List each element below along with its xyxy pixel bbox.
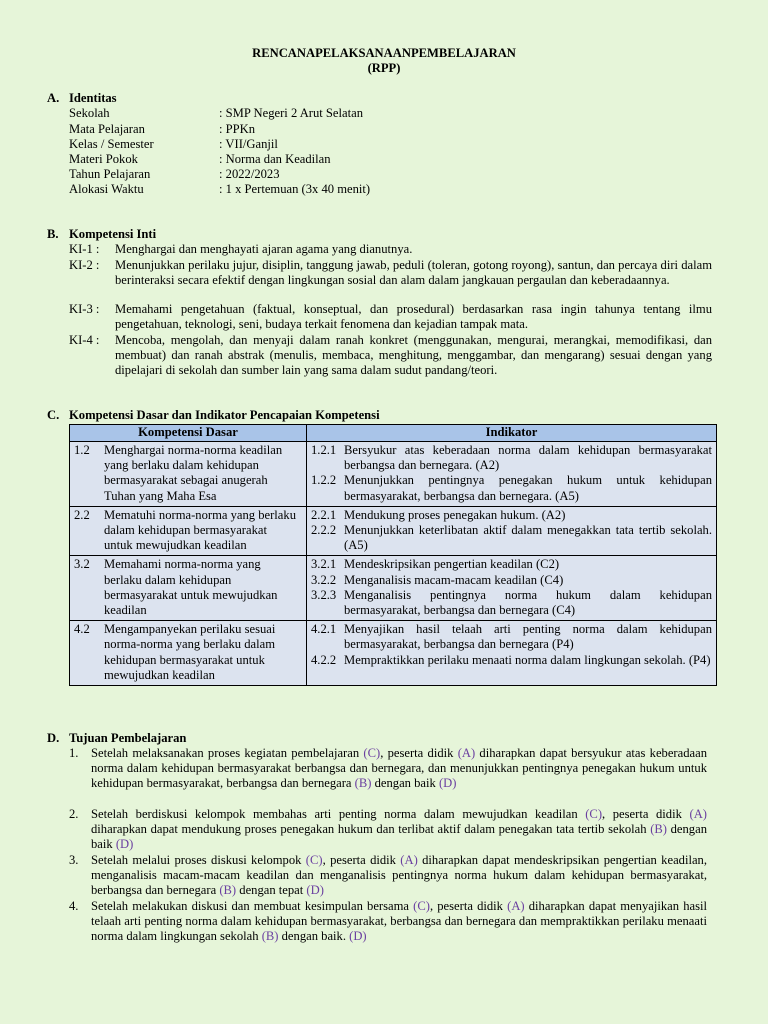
tujuan-item: [69, 899, 707, 945]
tujuan-text-segment: diharapkan dapat menyajikan hasil telaah arti penting norma dalam kehidupan bermasyarakat, berbangsa dan bernegara dan mempraktikkan perilaku menaati norma dalam lingkungan sekolah: [91, 899, 707, 944]
table-row: [70, 621, 717, 686]
kd-number: 4.2: [74, 622, 90, 637]
tujuan-code-tag: (C): [413, 899, 430, 913]
indicator-item: [311, 573, 712, 588]
kompetensi-table: [69, 424, 717, 686]
indicator-text: Menunjukkan pentingnya penegakan hukum untuk kehidupan bermasyarakat, berbangsa dan bernegara. (A5): [344, 473, 712, 503]
indicator-text: Mendukung proses penegakan hukum. (A2): [344, 507, 566, 522]
ki-text: Memahami pengetahuan (faktual, konseptual, dan prosedural) berdasarkan rasa ingin tahunya tentang ilmu pengetahuan, teknologi, seni, budaya terkait fenomena dan kejadian tampak mata.: [115, 302, 712, 332]
ki-code: KI-1 :: [69, 242, 100, 256]
tujuan-code-tag: (B): [219, 883, 237, 898]
ki-code: KI-2 :: [69, 258, 100, 272]
ki-text: Mencoba, mengolah, dan menyaji dalam ranah konkret (menggunakan, mengurai, merangkai, memodifikasi, dan membuat) dan ranah abstrak (menulis, membaca, menghitung, menggambar, dan mengarang) sesuai dengan yang dipelajari di sekolah dan sumber lain yang sama dalam sudut pandang/teori.: [115, 333, 712, 378]
tujuan-code-tag: (D): [438, 776, 457, 791]
identitas-label: Tahun Pelajaran: [69, 167, 151, 181]
tujuan-code-tag: (A): [507, 899, 525, 913]
indicator-text: Menunjukkan keterlibatan aktif dalam menegakkan tata tertib sekolah. (A5): [344, 523, 712, 553]
section-c-heading: C. Kompetensi Dasar dan Indikator Pencapaian Kompetensi: [47, 408, 380, 422]
table-header-row: [70, 425, 717, 442]
ki-item: [69, 302, 712, 332]
tujuan-code-tag: (C): [585, 807, 603, 821]
identitas-label: Sekolah: [69, 106, 110, 120]
tujuan-text-segment: dengan baik: [91, 822, 707, 852]
tujuan-code-tag: (C): [363, 746, 381, 760]
kd-text: Mematuhi norma-norma yang berlaku dalam kehidupan bermasyarakat untuk mewujudkan keadilan: [104, 507, 296, 553]
tujuan-code-tag: (A): [689, 807, 707, 821]
tujuan-text-segment: diharapkan dapat mendukung proses penegakan hukum dan terlibat aktif dalam penegakan tata tertib sekolah: [91, 822, 651, 837]
tujuan-code-tag: (D): [115, 837, 134, 852]
kd-number: 3.2: [74, 557, 90, 572]
indicator-text: Bersyukur atas keberadaan norma dalam kehidupan bermasyarakat berbangsa dan bernegara. (A2): [344, 443, 712, 473]
tujuan-number: 1.: [69, 746, 79, 760]
indicator-text: Mendeskripsikan pengertian keadilan (C2): [344, 557, 560, 572]
table-row: [70, 506, 717, 556]
tujuan-code-tag: (D): [349, 929, 367, 944]
section-a-heading: A. Identitas: [47, 91, 117, 105]
indicator-cell: [307, 556, 717, 621]
tujuan-code-tag: (A): [457, 746, 476, 760]
tujuan-item: [69, 853, 707, 899]
indicator-number: 4.2.1: [311, 622, 337, 637]
tujuan-code-tag: (B): [261, 929, 279, 944]
indicator-text: Menganalisis pentingnya norma hukum dalam kehidupan bermasyarakat, berbangsa dan bernegara (C4): [344, 587, 712, 618]
ki-item: [69, 333, 712, 379]
indicator-item: [311, 653, 712, 668]
identitas-value: : SMP Negeri 2 Arut Selatan: [219, 106, 363, 120]
table-row: [70, 556, 717, 621]
indicator-text: Menganalisis macam-macam keadilan (C4): [344, 572, 564, 587]
identitas-label: Kelas / Semester: [69, 137, 154, 151]
tujuan-text-segment: diharapkan dapat bersyukur atas keberadaan norma dalam kehidupan bermasyarakat berbangsa dan bernegara, dan menunjukkan pentingnya penegakan hukum untuk kehidupan bermasyarakat, berbangsa dan bernegara: [91, 746, 707, 791]
identitas-label: Materi Pokok: [69, 152, 138, 166]
indicator-number: 1.2.2: [311, 473, 337, 488]
kd-number: 2.2: [74, 507, 90, 522]
indicator-number: 3.2.2: [311, 572, 337, 587]
tujuan-text-segment: Setelah melaksanakan proses kegiatan pembelajaran: [91, 746, 364, 760]
kd-text: Menghargai norma-norma keadilan yang berlaku dalam kehidupan bermasyarakat sebagai anugerah Tuhan yang Maha Esa: [104, 443, 283, 503]
indicator-number: 4.2.2: [311, 652, 337, 667]
indicator-item: [311, 622, 712, 652]
tujuan-text-segment: , peserta didik: [602, 807, 690, 821]
indicator-number: 3.2.3: [311, 587, 337, 602]
kd-cell: [70, 506, 307, 556]
tujuan-text: [91, 853, 707, 899]
kd-cell: [70, 442, 307, 507]
kd-text: Mengampanyekan perilaku sesuai norma-norma yang berlaku dalam kehidupan bermasyarakat untuk mewujudkan keadilan: [104, 622, 276, 682]
kd-cell: [70, 556, 307, 621]
kd-cell: [70, 621, 307, 686]
indicator-item: [311, 523, 712, 553]
tujuan-item: [69, 746, 707, 792]
tujuan-text: [91, 899, 707, 945]
header-indikator: Indikator: [307, 425, 717, 442]
kd-content: [74, 622, 302, 683]
indicator-item: [311, 473, 712, 503]
indicator-item: [311, 508, 712, 523]
ki-item: [69, 258, 712, 288]
identitas-value: : Norma dan Keadilan: [219, 152, 331, 166]
header-kompetensi-dasar: Kompetensi Dasar: [70, 425, 307, 442]
identitas-label: Mata Pelajaran: [69, 122, 145, 136]
indicator-number: 1.2.1: [311, 443, 337, 457]
kd-content: [74, 508, 302, 554]
tujuan-item: [69, 807, 707, 853]
section-d-heading: D. Tujuan Pembelajaran: [47, 731, 187, 745]
tujuan-text-segment: dengan tepat: [236, 883, 307, 898]
indicator-item: [311, 443, 712, 473]
tujuan-text-segment: Setelah melakukan diskusi dan membuat kesimpulan bersama: [91, 899, 414, 913]
ki-text: Menghargai dan menghayati ajaran agama yang dianutnya.: [115, 242, 413, 256]
tujuan-code-tag: (B): [354, 776, 372, 791]
tujuan-text: [91, 807, 707, 853]
identitas-value: : 2022/2023: [219, 167, 280, 181]
indicator-cell: [307, 506, 717, 556]
identitas-value: : 1 x Pertemuan (3x 40 menit): [219, 182, 371, 196]
kd-content: [74, 443, 302, 504]
kd-text: Memahami norma-norma yang berlaku dalam kehidupan bermasyarakat untuk mewujudkan keadilan: [104, 557, 278, 618]
tujuan-number: 3.: [69, 853, 79, 867]
indicator-number: 2.2.1: [311, 507, 337, 522]
tujuan-code-tag: (B): [650, 822, 667, 837]
kd-content: [74, 557, 302, 618]
document-title: RENCANAPELAKSANAANPEMBELAJARAN: [252, 46, 516, 60]
tujuan-text-segment: , peserta didik: [429, 899, 508, 913]
ki-code: KI-3 :: [69, 302, 100, 316]
tujuan-text-segment: diharapkan dapat mendeskripsikan pengertian keadilan, menganalisis macam-macam keadilan dan menganalisis pentingnya norma hukum dalam kehidupan bermasyarakat, berbangsa dan bernegara: [91, 853, 707, 898]
tujuan-text-segment: Setelah melalui proses diskusi kelompok: [91, 853, 306, 867]
ki-text: Menunjukkan perilaku jujur, disiplin, tanggung jawab, peduli (toleran, gotong royong), santun, dan percaya diri dalam berinteraksi secara efektif dengan lingkungan sosial dan alam dalam jangkauan pergaulan dan keberadaannya.: [115, 258, 712, 288]
tujuan-number: 4.: [69, 899, 79, 913]
indicator-cell: [307, 621, 717, 686]
identitas-label: Alokasi Waktu: [69, 182, 144, 196]
indicator-cell: [307, 442, 717, 507]
tujuan-text-segment: , peserta didik: [322, 853, 401, 867]
table-row: [70, 442, 717, 507]
indicator-text: Mempraktikkan perilaku menaati norma dalam lingkungan sekolah. (P4): [344, 652, 711, 667]
identitas-value: : VII/Ganjil: [219, 137, 278, 151]
tujuan-number: 2.: [69, 807, 79, 821]
tujuan-text-segment: , peserta didik: [380, 746, 458, 760]
ki-item: [69, 242, 712, 257]
indicator-item: [311, 588, 712, 618]
indicator-number: 3.2.1: [311, 557, 337, 572]
document-subtitle: (RPP): [367, 61, 401, 75]
kd-number: 1.2: [74, 443, 90, 457]
tujuan-code-tag: (C): [305, 853, 323, 867]
indicator-number: 2.2.2: [311, 523, 337, 538]
ki-code: KI-4 :: [69, 333, 100, 347]
tujuan-code-tag: (A): [400, 853, 418, 867]
tujuan-code-tag: (D): [306, 883, 324, 898]
tujuan-text: [91, 746, 707, 792]
section-b-heading: B. Kompetensi Inti: [47, 227, 157, 241]
tujuan-text-segment: Setelah berdiskusi kelompok membahas arti penting norma dalam mewujudkan keadilan: [91, 807, 586, 821]
indicator-item: [311, 557, 712, 572]
tujuan-text-segment: dengan baik: [371, 776, 439, 791]
tujuan-text-segment: dengan baik.: [278, 929, 350, 944]
identitas-value: : PPKn: [219, 122, 256, 136]
indicator-text: Menyajikan hasil telaah arti penting norma dalam kehidupan bermasyarakat, berbangsa dan bernegara (P4): [344, 622, 712, 652]
